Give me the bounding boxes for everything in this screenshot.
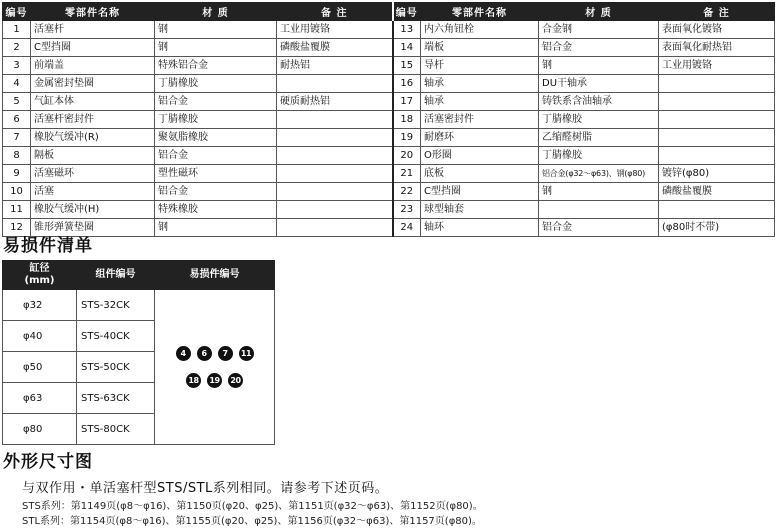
table-row [3,201,775,219]
part-name: C型挡圈 [31,39,155,57]
part-number-badge: 19 [207,373,222,388]
wear-parts-title: 易损件清单 [3,236,93,256]
part-note: 磷酸盐覆膜 [277,39,393,57]
part-note [277,111,393,129]
part-note [277,183,393,201]
part-note [659,129,775,147]
header-material-right: 材 质 [539,3,659,21]
part-note [659,75,775,93]
part-note: 表面氧化耐热铝 [659,39,775,57]
part-number-badge: 4 [176,346,191,361]
part-number: 13 [393,21,421,39]
part-number: 20 [393,147,421,165]
part-number: 4 [3,75,31,93]
part-number: 21 [393,165,421,183]
table-row [3,57,775,75]
table-row [3,111,775,129]
part-material: 乙缩醛树脂 [539,129,659,147]
stl-series-pages: STL系列：第1154页(φ8～φ16)、第1155页(φ20、φ25)、第1156页(φ32～φ63)、第1157页(φ80)。 [22,516,482,527]
header-kit: 组件编号 [77,261,155,290]
dimensions-text: 与双作用・单活塞杆型STS/STL系列相同。请参考下述页码。 [22,481,389,496]
dimensions-title: 外形尺寸图 [3,452,93,472]
part-number: 6 [3,111,31,129]
part-number-badge: 6 [197,346,212,361]
bore-size: φ40 [3,321,77,352]
parts-table-body [3,21,775,237]
part-name: 底板 [421,165,539,183]
part-material: 铝合金 [155,147,277,165]
part-name: 轴承 [421,75,539,93]
part-name: C型挡圈 [421,183,539,201]
header-no: 编号 [3,3,31,21]
part-material: DU干轴承 [539,75,659,93]
part-material: 丁腈橡胶 [539,147,659,165]
part-number: 10 [3,183,31,201]
part-name: 橡胶气缓冲(R) [31,129,155,147]
part-number: 19 [393,129,421,147]
table-row [3,183,775,201]
part-number: 24 [393,219,421,237]
header-note-right: 备 注 [659,3,775,21]
part-number: 5 [3,93,31,111]
part-number-badges [155,373,274,388]
part-number: 1 [3,21,31,39]
bore-size: φ32 [3,290,77,321]
part-number-badge: 11 [239,346,254,361]
part-note [659,147,775,165]
part-material: 铝合金 [155,93,277,111]
part-material: 丁腈橡胶 [155,111,277,129]
part-material: 钢 [155,219,277,237]
part-name: 轴承 [421,93,539,111]
sts-series-pages: STS系列：第1149页(φ8～φ16)、第1150页(φ20、φ25)、第1151页(φ32～φ63)、第1152页(φ80)。 [22,501,483,512]
part-name: 导杆 [421,57,539,75]
header-parts: 易损件编号 [155,261,275,290]
part-note [659,111,775,129]
parts-table [2,2,775,237]
part-number-badge: 18 [186,373,201,388]
part-note [277,75,393,93]
bore-size: φ63 [3,383,77,414]
part-note: 表面氧化镀铬 [659,21,775,39]
part-material: 铸铁系含油轴承 [539,93,659,111]
part-note: 工业用镀铬 [659,57,775,75]
part-number: 15 [393,57,421,75]
part-number: 17 [393,93,421,111]
part-name: 气缸本体 [31,93,155,111]
part-material: 特殊橡胶 [155,201,277,219]
part-material: 钢 [539,57,659,75]
header-no-right: 编号 [393,3,421,21]
part-material: 钢 [539,183,659,201]
part-note: 耐热铝 [277,57,393,75]
header-note: 备 注 [277,3,393,21]
part-name: 活塞杆密封件 [31,111,155,129]
wear-parts-table [2,260,275,445]
part-name: 前端盖 [31,57,155,75]
header-bore-label: 缸径 (mm) [24,263,55,286]
part-material: 钢 [155,21,277,39]
part-name: 内六角钮栓 [421,21,539,39]
bore-size: φ80 [3,414,77,445]
table-row [3,129,775,147]
part-number: 12 [3,219,31,237]
part-note: 硬质耐热铝 [277,93,393,111]
wear-part-numbers [155,290,275,445]
wear-table-body [3,290,275,445]
part-note [659,201,775,219]
part-number-badges [155,346,274,361]
part-note: 工业用镀铬 [277,21,393,39]
part-number: 9 [3,165,31,183]
part-material: 铝合金 [539,39,659,57]
part-name: 活塞磁环 [31,165,155,183]
part-note [277,165,393,183]
table-row [3,21,775,39]
part-material: 丁腈橡胶 [155,75,277,93]
part-number: 16 [393,75,421,93]
part-material: 特殊铝合金 [155,57,277,75]
kit-number: STS-32CK [77,290,155,321]
part-number-badge: 20 [228,373,243,388]
kit-number: STS-50CK [77,352,155,383]
header-name-right: 零部件名称 [421,3,539,21]
part-number: 14 [393,39,421,57]
part-material: 铝合金 [539,219,659,237]
part-number: 18 [393,111,421,129]
part-name: 活塞 [31,183,155,201]
part-name: 轴环 [421,219,539,237]
wear-header-row [3,261,275,290]
part-note [277,201,393,219]
part-note [659,93,775,111]
part-note: 磷酸盐覆膜 [659,183,775,201]
part-material: 丁腈橡胶 [539,111,659,129]
part-number: 23 [393,201,421,219]
kit-number: STS-63CK [77,383,155,414]
part-name: 活塞密封件 [421,111,539,129]
part-name: 橡胶气缓冲(H) [31,201,155,219]
part-name: 耐磨环 [421,129,539,147]
table-row [3,147,775,165]
table-row [3,219,775,237]
part-number-badge: 7 [218,346,233,361]
table-row [3,165,775,183]
part-name: 隔板 [31,147,155,165]
header-material: 材 质 [155,3,277,21]
part-name: 金属密封垫圈 [31,75,155,93]
part-note [277,219,393,237]
table-row [3,290,275,321]
table-row [3,75,775,93]
kit-number: STS-40CK [77,321,155,352]
part-material: 聚氨脂橡胶 [155,129,277,147]
kit-number: STS-80CK [77,414,155,445]
header-name: 零部件名称 [31,3,155,21]
parts-header-row [3,3,775,21]
part-name: 球型轴套 [421,201,539,219]
part-number: 2 [3,39,31,57]
header-bore [3,261,77,290]
part-name: O形圈 [421,147,539,165]
bore-size: φ50 [3,352,77,383]
part-name: 活塞杆 [31,21,155,39]
table-row [3,93,775,111]
part-number: 3 [3,57,31,75]
part-name: 端板 [421,39,539,57]
part-name: 锥形弹簧垫圈 [31,219,155,237]
part-note: (φ80时不带) [659,219,775,237]
part-material: 钢 [155,39,277,57]
part-note [277,147,393,165]
part-material [539,201,659,219]
part-number: 22 [393,183,421,201]
part-number: 7 [3,129,31,147]
part-number: 11 [3,201,31,219]
part-material: 合金钢 [539,21,659,39]
part-material: 塑性磁环 [155,165,277,183]
part-note [277,129,393,147]
part-material: 铝合金 [155,183,277,201]
part-material: 铝合金(φ32～φ63)、钢(φ80) [539,165,659,183]
table-row [3,39,775,57]
part-note: 镀锌(φ80) [659,165,775,183]
part-number: 8 [3,147,31,165]
